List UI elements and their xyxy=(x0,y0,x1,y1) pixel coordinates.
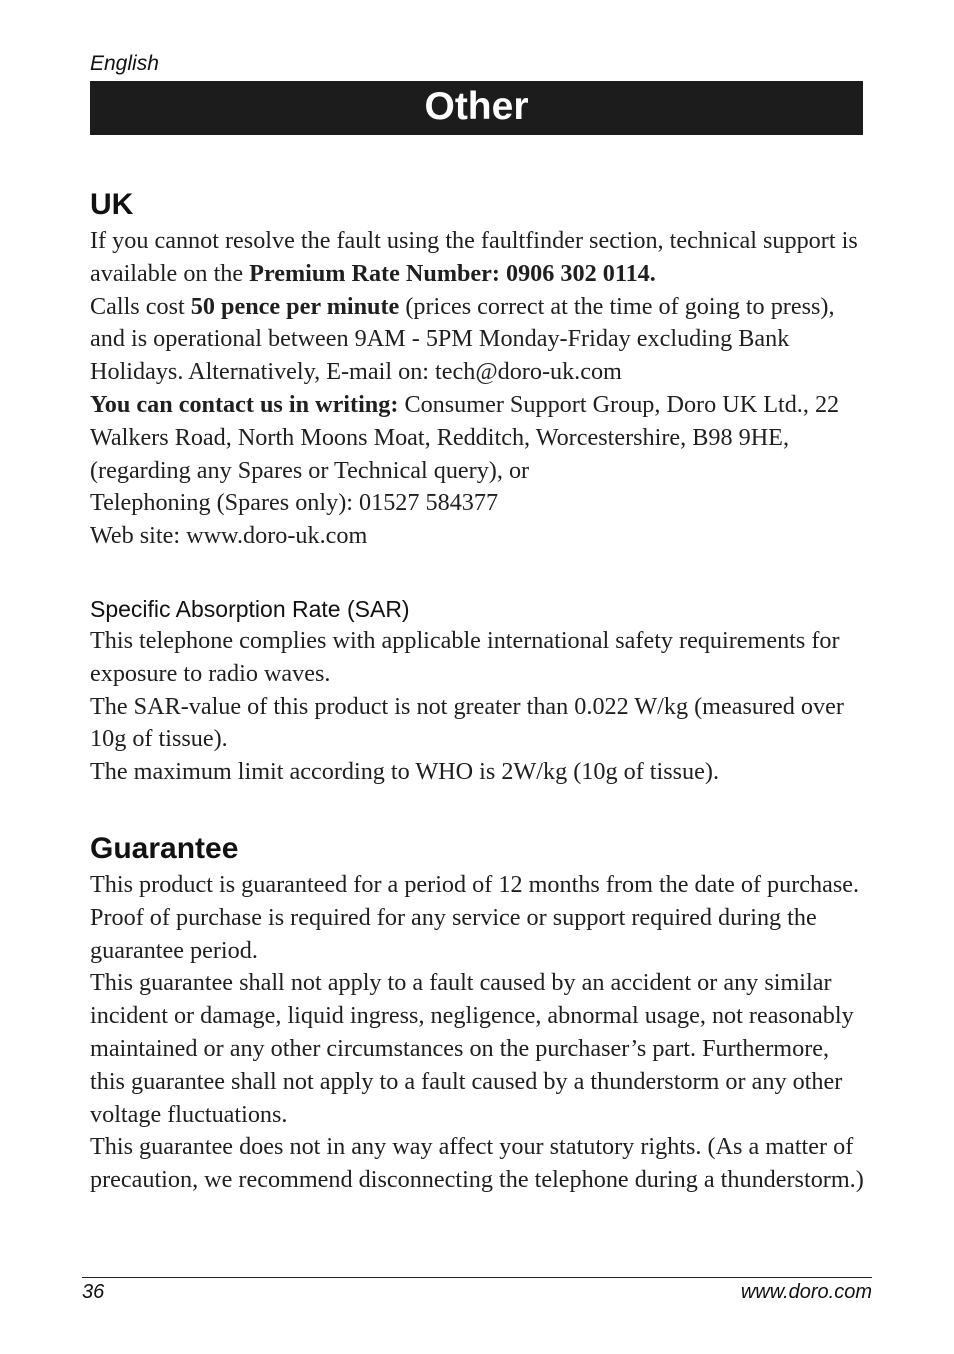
language-label: English xyxy=(90,52,159,75)
guarantee-paragraph-4: This guarantee does not in any way affect your statutory rights. (As a matter of precaution, we recommend disconnecting the telephone during a thunderstorm.) xyxy=(90,1133,864,1194)
premium-rate-number: Premium Rate Number: 0906 302 0114. xyxy=(249,259,656,287)
sar-paragraph-1: This telephone complies with applicable international safety requirements for exposure to radio waves. xyxy=(90,626,840,687)
uk-telephone-line: Telephoning (Spares only): 01527 584377 xyxy=(90,489,499,517)
sar-paragraph-2: The SAR-value of this product is not greater than 0.022 W/kg (measured over 10g of tissue). xyxy=(90,692,844,753)
footer-website: www.doro.com xyxy=(740,1281,872,1303)
uk-writing-paragraph xyxy=(90,389,870,487)
uk-support-text: If you cannot resolve the fault using the faultfinder section, technical support is available on the xyxy=(90,227,858,287)
uk-support-paragraph xyxy=(90,225,870,291)
call-cost: 50 pence per minute xyxy=(190,292,400,320)
guarantee-paragraph-2: Proof of purchase is required for any service or support required during the guarantee period. xyxy=(90,903,817,964)
uk-cost-paragraph xyxy=(90,291,870,389)
page-content xyxy=(90,185,870,1197)
page-number: 36 xyxy=(82,1281,105,1303)
guarantee-heading: Guarantee xyxy=(90,831,239,865)
guarantee-paragraph-3: This guarantee shall not apply to a fault caused by an accident or any similar incident or damage, liquid ingress, negligence, abnormal usage, not reasonably maintained or any other circumstances on the purchaser’s part. Furthermore, this guarantee shall not apply to a fault caused by a thunderstorm or any other voltage fluctuations. xyxy=(90,969,854,1128)
section-title-banner: Other xyxy=(90,81,863,135)
uk-cost-text-a: Calls cost xyxy=(90,292,191,320)
uk-cost-text-b: (prices correct at the time of going to press), and is operational between 9AM - 5PM Monday-Friday excluding Bank Holidays. Alternatively, E-mail on: tech@doro-uk.com xyxy=(90,292,835,386)
guarantee-paragraph-1: This product is guaranteed for a period of 12 months from the date of purchase. xyxy=(90,870,860,898)
uk-heading: UK xyxy=(90,188,134,221)
footer-divider xyxy=(82,1277,872,1278)
contact-writing-label: You can contact us in writing: xyxy=(90,390,399,418)
uk-website-line: Web site: www.doro-uk.com xyxy=(90,522,368,550)
sar-heading: Specific Absorption Rate (SAR) xyxy=(90,595,410,622)
sar-paragraph-3: The maximum limit according to WHO is 2W/kg (10g of tissue). xyxy=(90,758,719,786)
uk-address-text: Consumer Support Group, Doro UK Ltd., 22 Walkers Road, North Moons Moat, Redditch, Worcestershire, B98 9HE, (regarding any Spares or Technical query), or xyxy=(90,390,840,484)
